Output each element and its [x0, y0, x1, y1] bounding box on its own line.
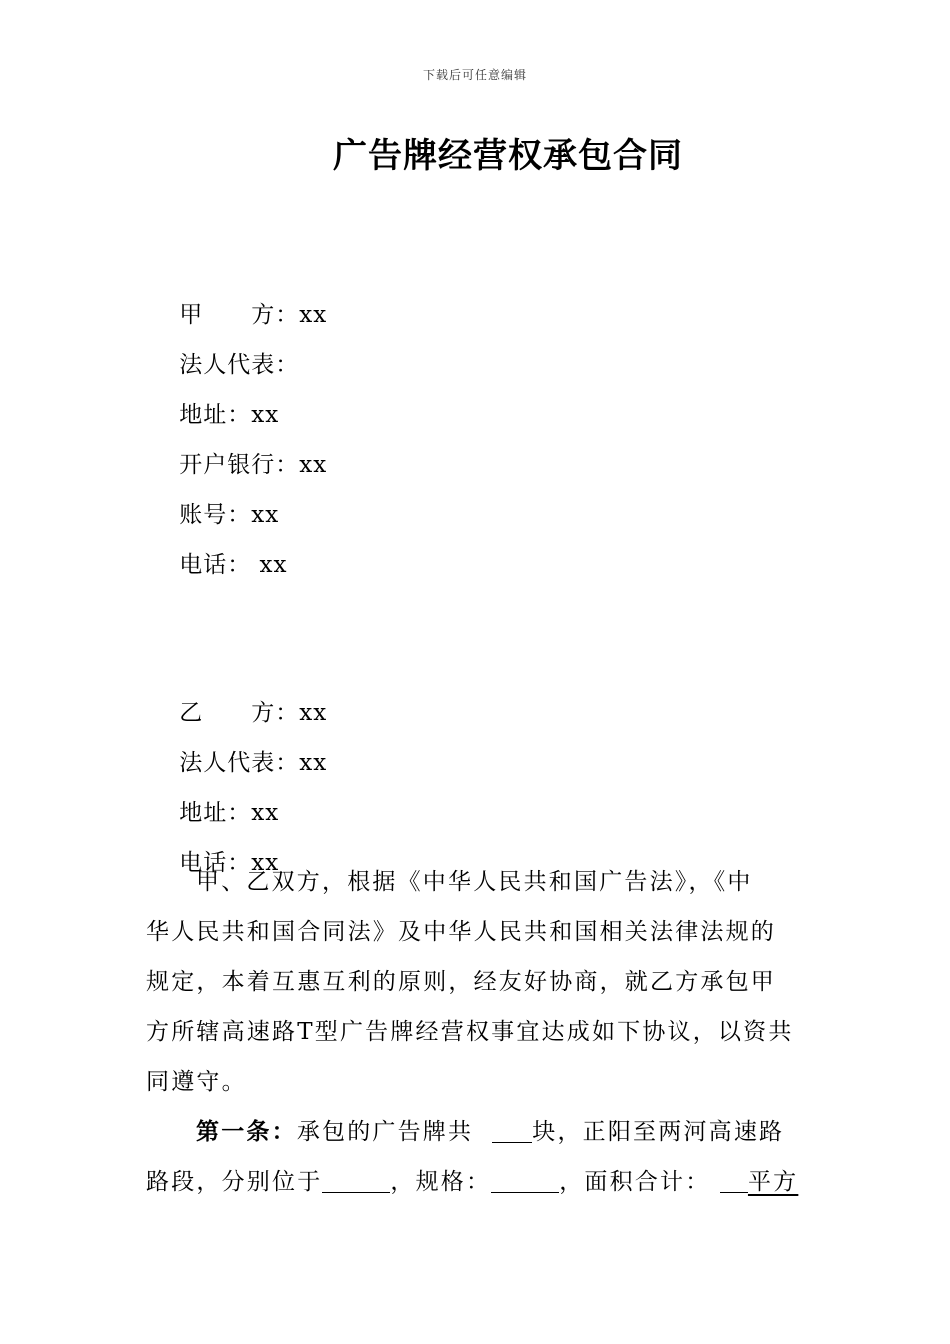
article-1-heading: 第一条：: [196, 1119, 297, 1145]
area-blank: [720, 1166, 748, 1193]
party-b-legal-rep-label: 法人代表：: [179, 750, 300, 776]
article-1-line: 路段，分别位于 ，规格： ，面积合计： 平方: [146, 1157, 810, 1207]
location-blank: [322, 1166, 390, 1193]
party-b-name-value: xx: [299, 700, 328, 726]
party-a-address-value: xx: [251, 402, 280, 428]
party-b-address-value: xx: [251, 800, 280, 826]
party-a-address-label: 地址：: [179, 402, 252, 428]
party-a-bank-label: 开户银行：: [179, 452, 300, 478]
party-b-address-label: 地址：: [179, 800, 252, 826]
article-1-paragraph: [146, 1107, 810, 1207]
party-a-phone-label: 电话：: [179, 552, 252, 578]
party-a-name-value: xx: [299, 302, 328, 328]
party-b-label-1: 乙: [179, 700, 204, 726]
party-a-phone-line: [146, 520, 288, 610]
party-b-phone-label: 电话：: [179, 850, 252, 876]
billboard-count-blank: [492, 1116, 532, 1143]
party-a-account-value: xx: [251, 502, 280, 528]
preamble-line: 甲、乙双方，根据《中华人民共和国广告法》，《中: [196, 869, 753, 895]
party-b-phone-value: xx: [251, 850, 280, 876]
document-title: 广告牌经营权承包合同: [333, 136, 683, 176]
party-a-account-label: 账号：: [179, 502, 252, 528]
preamble-paragraph: [146, 857, 810, 1107]
preamble-line: 规定，本着互惠互利的原则，经友好协商，就乙方承包甲: [146, 969, 776, 995]
party-a-legal-rep-label: 法人代表：: [179, 352, 300, 378]
preamble-line: 同遵守。: [146, 1069, 247, 1095]
party-a-label-1: 甲: [179, 302, 204, 328]
area-unit: 平方: [747, 1169, 799, 1195]
party-a-bank-value: xx: [299, 452, 328, 478]
party-a-phone-value: xx: [251, 552, 288, 578]
article-1-line: 第一条：承包的广告牌共 块，正阳至两河高速路: [146, 1107, 810, 1157]
preamble-line: 华人民共和国合同法》及中华人民共和国相关法律法规的: [146, 919, 776, 945]
preamble-line: 方所辖高速路T型广告牌经营权事宜达成如下协议，以资共: [146, 1019, 794, 1045]
header-note: 下载后可任意编辑: [422, 68, 527, 82]
specification-blank: [491, 1166, 559, 1193]
party-a-label-2: 方：: [251, 302, 300, 328]
party-b-label-2: 方：: [251, 700, 300, 726]
party-b-legal-rep-value: xx: [299, 750, 328, 776]
